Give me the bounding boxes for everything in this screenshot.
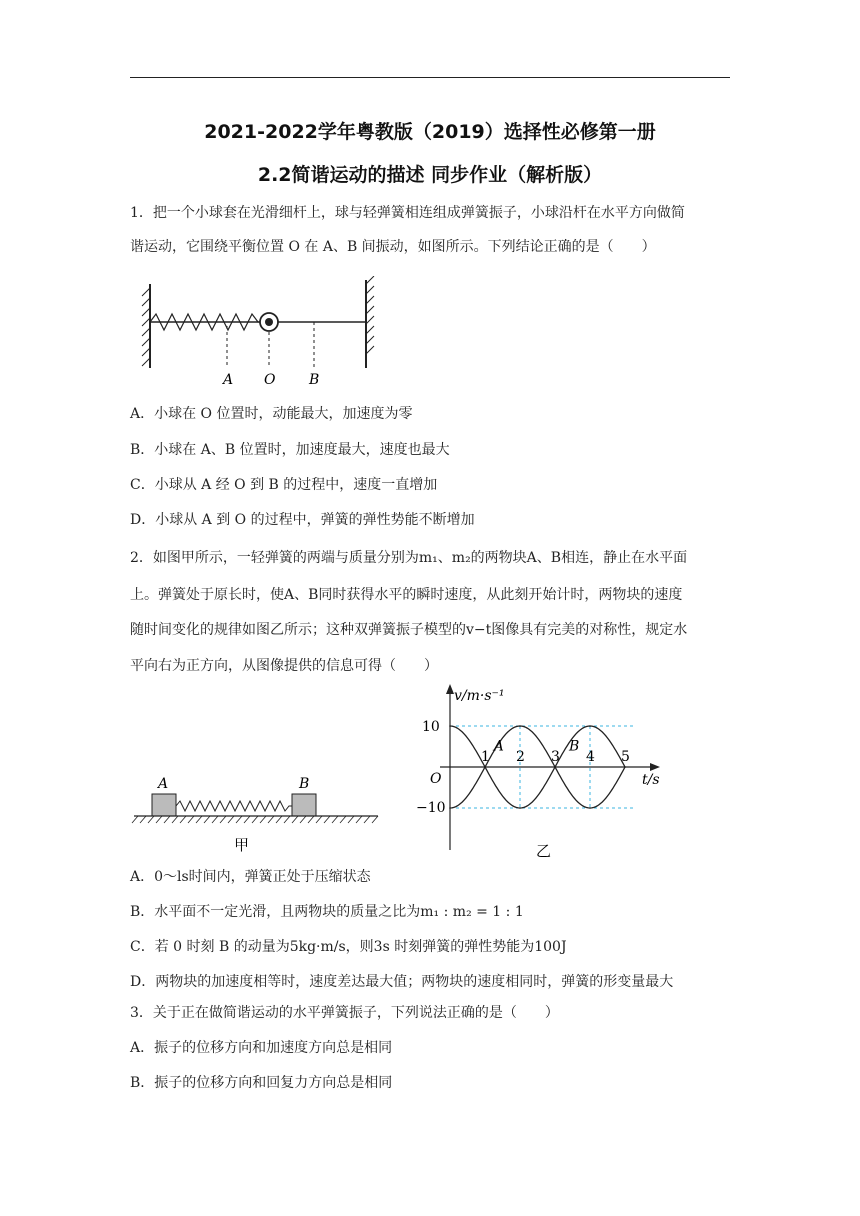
jia-caption: 甲 [234,836,250,854]
y-axis-arrow [446,684,454,694]
q2-option-d: D．两物块的加速度相等时，速度差达最大值；两物块的速度相同时，弹簧的形变量最大 [130,974,674,990]
data-point-b [484,766,486,768]
q3-option-b: B．振子的位移方向和回复力方向总是相同 [130,1075,393,1091]
data-point-a [589,725,591,727]
page-subtitle: 2.2简谐运动的描述 同步作业（解析版） [257,164,603,186]
q2-stem-line1: 2．如图甲所示，一轻弹簧的两端与质量分别为m₁、m₂的两物块A、B相连，静止在水平面 [130,550,688,566]
q2-option-c: C．若 0 时刻 B 的动量为5kg·m/s，则3s 时刻弹簧的弹性势能为100J [130,939,567,955]
q1-spring-figure [130,276,390,388]
curve-label-b: B [569,738,580,755]
jia-label-b: B [299,776,310,792]
q2-stem-line3: 随时间变化的规律如图乙所示；这种双弹簧振子模型的v−t图像具有完美的对称性，规定水 [130,622,688,638]
chart-origin: O [430,771,442,787]
data-point-b [449,807,451,809]
q1-option-b: B．小球在 A、B 位置时，加速度最大，速度也最大 [130,442,450,458]
q1-stem-line2: 谐运动，它围绕平衡位置 O 在 A、B 间振动，如图所示。下列结论正确的是（ ） [130,239,656,255]
q2-figure-yi-chart [410,680,680,860]
q1-stem-line1: 1．把一个小球套在光滑细杆上，球与轻弹簧相连组成弹簧振子，小球沿杆在水平方向做简 [130,205,685,221]
data-point-a [519,807,521,809]
data-point-b [624,766,626,768]
yi-caption: 乙 [536,842,552,860]
x-axis-arrow [650,763,660,771]
q1-label-a: A [223,372,234,388]
chart-xlabel: t/s [642,772,660,788]
q1-option-c: C．小球从 A 经 O 到 B 的过程中，速度一直增加 [130,477,438,493]
x-tick-label: 5 [621,749,630,765]
page-title: 2021-2022学年粤教版（2019）选择性必修第一册 [204,121,656,143]
data-point-a [449,725,451,727]
y-tick-10: 10 [422,719,440,735]
x-tick-label: 2 [516,749,525,765]
y-tick-neg10: −10 [416,800,446,816]
q2-option-b: B．水平面不一定光滑，且两物块的质量之比为m₁ : m₂ = 1 : 1 [130,904,524,920]
data-point-b [554,766,556,768]
q2-option-a: A．0～ls时间内，弹簧正处于压缩状态 [130,869,371,885]
data-point-b [519,725,521,727]
chart-ylabel: v/m·s⁻¹ [454,688,505,704]
q2-stem-line4: 平向右为正方向，从图像提供的信息可得（ ） [130,658,438,674]
curve-label-a: A [493,738,504,755]
q1-label-o: O [264,372,276,388]
x-tick-label: 3 [551,749,560,765]
q2-stem-line2: 上。弹簧处于原长时，使A、B同时获得水平的瞬时速度，从此刻开始计时，两物块的速度 [130,587,683,603]
q1-option-a: A．小球在 O 位置时，动能最大，加速度为零 [130,406,413,422]
header-rule [130,77,730,78]
q2-figure-jia [128,770,388,860]
q1-label-b: B [309,372,320,388]
x-tick-label: 4 [586,749,595,765]
q1-option-d: D．小球从 A 到 O 的过程中，弹簧的弹性势能不断增加 [130,512,475,528]
block-a [152,794,176,816]
jia-label-a: A [158,776,169,792]
data-point-b [589,807,591,809]
block-b [292,794,316,816]
q3-stem: 3．关于正在做简谐运动的水平弹簧振子，下列说法正确的是（ ） [130,1005,559,1021]
x-tick-label: 1 [481,749,490,765]
q3-option-a: A．振子的位移方向和加速度方向总是相同 [130,1040,393,1056]
